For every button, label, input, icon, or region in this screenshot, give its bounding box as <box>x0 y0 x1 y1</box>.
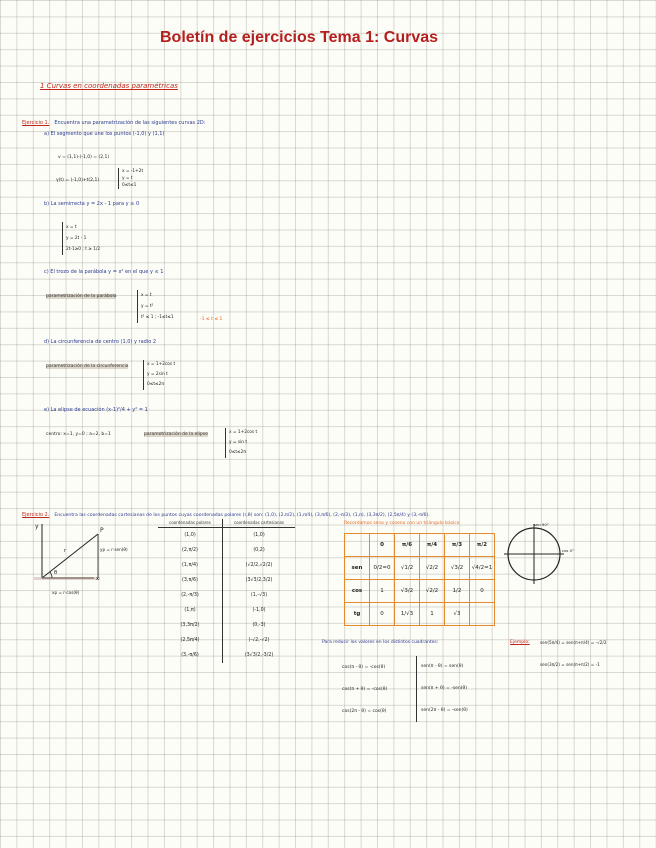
exercise-1c-question: c) El trozo de la parábola y = x² en el que y ≤ 1 <box>44 269 164 275</box>
system-line: y = 2t - 1 <box>66 236 87 241</box>
coordinates-table-wrap <box>158 519 295 663</box>
exercise-1d-system <box>143 360 175 390</box>
system-line: x = t <box>66 225 77 230</box>
exercise-1d-label: parametrización de la circunferencia <box>46 364 129 369</box>
exercise-1-label: Ejercicio 1. <box>22 120 50 126</box>
trig-cell: √1/2 <box>395 557 420 580</box>
cartesian-cell: (1,0) <box>223 528 296 544</box>
polar-cell: (3,3π/2) <box>180 623 200 628</box>
trig-cell: √3/2 <box>445 557 470 580</box>
trig-table <box>344 533 495 626</box>
exercise-1e-line: centro: x=1, y=0 ; a=2, b=1 <box>46 432 111 437</box>
reduce-row <box>342 700 501 722</box>
cartesian-cell: (-1,0) <box>223 603 296 618</box>
table-row <box>158 618 295 633</box>
table-row <box>158 528 295 544</box>
table-row <box>158 558 295 573</box>
exercise-1e-system <box>225 428 257 458</box>
cartesian-cell: (3√3/2,-3/2) <box>223 648 296 663</box>
system-line: 0≤t≤2π <box>229 450 246 455</box>
highlight <box>34 577 100 580</box>
exercise-1-statement: Encuentra una parametrización de las siguientes curvas 2D: <box>54 120 206 126</box>
system-line: y = 2sin t <box>147 372 168 377</box>
exercise-1a-system <box>118 168 143 189</box>
cartesian-cell: (1,-√3) <box>223 588 296 603</box>
system-line: y = t <box>122 176 133 181</box>
trig-cell: √4/2=1 <box>470 557 495 580</box>
cos-identity: cos(π + θ) = -cos(θ) <box>342 686 388 692</box>
trig-cell: 0/2=0 <box>370 557 395 580</box>
system-line: t² ≤ 1 ; -1≤t≤1 <box>141 315 174 320</box>
trig-table-wrap <box>344 533 495 626</box>
table-header: coordenadas polares <box>158 519 223 528</box>
cartesian-cell: (-√2,-√2) <box>223 633 296 648</box>
trig-cell <box>470 603 495 626</box>
polar-cell: (3,-π/6) <box>181 653 199 658</box>
trig-cell: 0 <box>470 580 495 603</box>
table-header: coordenadas cartesianas <box>223 519 296 528</box>
trig-cell: √3/2 <box>395 580 420 603</box>
circle-top-label: sen 90° <box>534 522 549 527</box>
table-row <box>158 633 295 648</box>
sen-identity: sen(2π - θ) = -sen(θ) <box>416 700 501 722</box>
y-axis-label: y <box>35 523 39 530</box>
system-line: x = t <box>141 293 152 298</box>
polar-diagram <box>28 518 158 598</box>
table-row <box>158 648 295 663</box>
system-line: 0≤t≤1 <box>122 183 137 188</box>
trig-cell: 1 <box>420 603 445 626</box>
unit-circle <box>500 518 580 586</box>
system-line: x = 1+2cos t <box>147 362 176 367</box>
polar-cell: (3,π/6) <box>182 578 198 583</box>
point-label: P <box>100 527 104 534</box>
trig-title: Recordamos seno y coseno con un triángulo básico <box>344 521 460 526</box>
exercise-1a-vector: v = (1,1)-(-1,0) = (2,1) <box>58 155 110 160</box>
trig-row <box>345 603 495 626</box>
section-heading: 1 Curvas en coordenadas paramétricas <box>40 82 178 90</box>
trig-header-cell: π/4 <box>420 534 445 557</box>
trig-cell: 1 <box>370 580 395 603</box>
trig-row <box>345 580 495 603</box>
example-label: Ejemplo: <box>510 640 530 645</box>
theta-label: θ <box>54 570 58 576</box>
reduce-title: Para reducir los valores en los distintos cuadrantes: <box>322 640 439 645</box>
polar-cell: (1,π/4) <box>182 563 198 568</box>
exercise-1c-note: -1 ≤ t ≤ 1 <box>200 317 223 322</box>
trig-cell: √2/2 <box>420 580 445 603</box>
trig-header-cell: π/2 <box>470 534 495 557</box>
trig-cell: cos <box>345 580 370 603</box>
reduce-rows <box>342 656 501 722</box>
page-title: Boletín de ejercicios Tema 1: Curvas <box>160 29 439 46</box>
radius-label: r <box>64 548 67 554</box>
cartesian-cell: (√2/2,√2/2) <box>223 558 296 573</box>
trig-row <box>345 557 495 580</box>
trig-cell: √3 <box>445 603 470 626</box>
system-line: x = -1+2t <box>122 169 144 174</box>
circle-right-label: cos 0° <box>562 548 574 553</box>
reduce-row <box>342 678 501 700</box>
exercise-1c-label: parametrización de la parábola <box>46 294 117 299</box>
table-row <box>158 588 295 603</box>
table-row <box>158 543 295 558</box>
table-row <box>158 573 295 588</box>
system-line: 2t-1≥0 ; t ≥ 1/2 <box>66 247 101 252</box>
system-line: x = 1+2cos t <box>229 430 258 435</box>
cartesian-cell: (0,2) <box>223 543 296 558</box>
polar-cell: (2,-π/3) <box>181 593 199 598</box>
reduce-row <box>342 656 501 678</box>
trig-header-row <box>345 534 495 557</box>
polar-cell: (2,5π/4) <box>180 638 200 643</box>
coordinates-table <box>158 519 295 663</box>
exercise-1b-system <box>62 222 100 255</box>
example-line: sen(5π/4) = sen(π+π/4) = -√2/2 <box>540 640 607 645</box>
trig-cell: tg <box>345 603 370 626</box>
example-line: sen(3π/2) = sen(π+π/2) = -1 <box>540 662 600 667</box>
polar-cell: (1,π) <box>184 608 196 613</box>
exercise-1b-question: b) La semirrecta y = 2x - 1 para y ≥ 0 <box>44 201 140 207</box>
polar-cell: (2,π/2) <box>182 548 198 553</box>
exercise-1c-system <box>137 290 174 323</box>
trig-header-cell: π/6 <box>395 534 420 557</box>
exercise-1a-param: γ(t) = (-1,0)+t(2,1) <box>56 178 100 183</box>
sen-identity: sen(π - θ) = sen(θ) <box>416 656 501 678</box>
cos-identity: cos(2π - θ) = cos(θ) <box>342 708 387 714</box>
table-row <box>158 603 295 618</box>
cos-identity: cos(π - θ) = -cos(θ) <box>342 664 386 670</box>
trig-cell: 1/2 <box>445 580 470 603</box>
system-line: y = t² <box>141 304 154 309</box>
radius-line <box>42 534 98 578</box>
polar-cell: (1,0) <box>184 533 196 538</box>
exercise-1e-question: e) La elipse de ecuación (x-1)²/4 + y² = 1 <box>44 407 148 413</box>
yp-label: yp = r·sen(θ) <box>100 547 128 552</box>
trig-header-cell: π/3 <box>445 534 470 557</box>
trig-cell: sen <box>345 557 370 580</box>
trig-header-cell: 0 <box>370 534 395 557</box>
cartesian-cell: (3√3/2,3/2) <box>223 573 296 588</box>
xp-label: xp = r·cos(θ) <box>52 590 80 595</box>
trig-header-cell <box>345 534 370 557</box>
system-line: 0≤t≤2π <box>147 382 164 387</box>
sen-identity: sen(π + θ) = -sen(θ) <box>416 678 501 700</box>
system-line: y = sin t <box>229 440 248 445</box>
exercise-1e-label: parametrización de la elipse <box>144 432 208 437</box>
x-axis-label: x <box>96 576 99 582</box>
trig-cell: √2/2 <box>420 557 445 580</box>
exercise-1a-question: a) El segmento que une los puntos (-1,0) y (1,1) <box>44 131 165 137</box>
exercise-2-label: Ejercicio 2. <box>22 512 50 518</box>
trig-cell: 0 <box>370 603 395 626</box>
cartesian-cell: (0,-3) <box>223 618 296 633</box>
exercise-2-statement: Encuentra las coordenadas cartesianas de los puntos cuyas coordenadas polares (r,θ) son: (1,0), (2,π/2), (1,π/4), (3,π/6), (2,-π/3), (1,π), (3,3π/2), (2,5π/4) y (3,-π/6). <box>54 513 430 518</box>
exercise-1d-question: d) La circunferencia de centro (1,0) y radio 2 <box>44 339 157 345</box>
exercise-1-header <box>22 109 205 128</box>
trig-cell: 1/√3 <box>395 603 420 626</box>
